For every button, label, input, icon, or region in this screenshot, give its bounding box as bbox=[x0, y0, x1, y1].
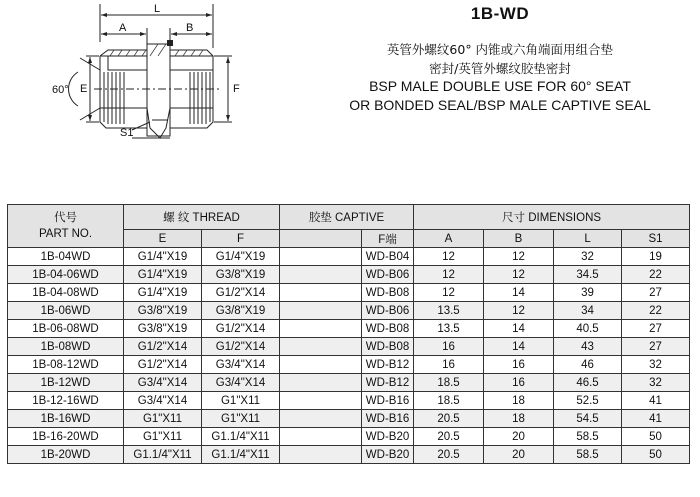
dim-l-cell: 46.5 bbox=[554, 374, 622, 392]
table-row bbox=[8, 428, 690, 446]
dim-A-label: A bbox=[119, 22, 127, 34]
dim-a-cell: 18.5 bbox=[414, 374, 484, 392]
thread-e-cell: G3/8"X19 bbox=[124, 302, 202, 320]
table-row bbox=[8, 248, 690, 266]
thread-f-cell: G1/4"X19 bbox=[202, 248, 280, 266]
thread-f-cell: G1"X11 bbox=[202, 392, 280, 410]
captive-f-end-cell: WD-B16 bbox=[362, 392, 414, 410]
spec-table bbox=[7, 204, 690, 464]
dim-s1-cell: 50 bbox=[622, 428, 690, 446]
captive-blank-cell bbox=[280, 374, 362, 392]
captive-f-end-cell: WD-B12 bbox=[362, 356, 414, 374]
table-row bbox=[8, 410, 690, 428]
dim-b-cell: 20 bbox=[484, 446, 554, 464]
product-title: 1B-WD bbox=[470, 4, 530, 23]
captive-blank-cell bbox=[280, 320, 362, 338]
dim-s1-cell: 27 bbox=[622, 338, 690, 356]
dim-s1-cell: 32 bbox=[622, 356, 690, 374]
part-no-header bbox=[8, 205, 124, 248]
part-no-cell: 1B-20WD bbox=[8, 446, 124, 464]
thread-e-cell: G1/4"X19 bbox=[124, 248, 202, 266]
captive-f-end-cell: WD-B08 bbox=[362, 338, 414, 356]
description-cn-line1: 英管外螺纹60° 内锥或六角端面用组合垫 bbox=[386, 42, 614, 57]
part-no-cell: 1B-08-12WD bbox=[8, 356, 124, 374]
thread-e-cell: G1/4"X19 bbox=[124, 266, 202, 284]
thread-e-cell: G3/8"X19 bbox=[124, 320, 202, 338]
captive-blank-cell bbox=[280, 248, 362, 266]
thread-e-cell: G1/4"X19 bbox=[124, 284, 202, 302]
dim-s1-cell: 50 bbox=[622, 446, 690, 464]
thread-f-cell: G3/8"X19 bbox=[202, 266, 280, 284]
dim-b-cell: 18 bbox=[484, 392, 554, 410]
dim-l-cell: 32 bbox=[554, 248, 622, 266]
table-row bbox=[8, 338, 690, 356]
dim-l-cell: 43 bbox=[554, 338, 622, 356]
dim-s1-cell: 19 bbox=[622, 248, 690, 266]
dim-s1-cell: 22 bbox=[622, 302, 690, 320]
dim-E-label: E bbox=[80, 83, 88, 95]
captive-blank-cell bbox=[280, 284, 362, 302]
dimensions-group-header: 尺寸 DIMENSIONS bbox=[414, 205, 690, 230]
part-no-cell: 1B-04WD bbox=[8, 248, 124, 266]
spec-table-body bbox=[8, 248, 690, 464]
dim-a-cell: 20.5 bbox=[414, 410, 484, 428]
dim-F-label: F bbox=[233, 83, 240, 95]
captive-f-end-cell: WD-B06 bbox=[362, 266, 414, 284]
dim-b-cell: 16 bbox=[484, 356, 554, 374]
dim-b-cell: 18 bbox=[484, 410, 554, 428]
dim-l-cell: 46 bbox=[554, 356, 622, 374]
col-header-F-end: F端 bbox=[362, 230, 414, 248]
part-no-header-en: PART NO. bbox=[38, 228, 93, 240]
captive-blank-cell bbox=[280, 428, 362, 446]
dim-b-cell: 12 bbox=[484, 302, 554, 320]
thread-f-cell: G3/8"X19 bbox=[202, 302, 280, 320]
thread-e-cell: G1/2"X14 bbox=[124, 356, 202, 374]
dim-l-cell: 39 bbox=[554, 284, 622, 302]
dim-a-cell: 12 bbox=[414, 284, 484, 302]
dim-b-cell: 16 bbox=[484, 374, 554, 392]
captive-blank-cell bbox=[280, 356, 362, 374]
captive-f-end-cell: WD-B04 bbox=[362, 248, 414, 266]
captive-blank-cell bbox=[280, 392, 362, 410]
part-no-cell: 1B-12WD bbox=[8, 374, 124, 392]
captive-blank-cell bbox=[280, 338, 362, 356]
table-row bbox=[8, 284, 690, 302]
dim-a-cell: 12 bbox=[414, 266, 484, 284]
dim-a-cell: 16 bbox=[414, 338, 484, 356]
part-no-cell: 1B-04-08WD bbox=[8, 284, 124, 302]
table-row bbox=[8, 302, 690, 320]
dim-a-cell: 20.5 bbox=[414, 446, 484, 464]
part-no-cell: 1B-06WD bbox=[8, 302, 124, 320]
part-no-cell: 1B-08WD bbox=[8, 338, 124, 356]
captive-blank-cell bbox=[280, 266, 362, 284]
thread-e-cell: G1"X11 bbox=[124, 428, 202, 446]
part-no-cell: 1B-12-16WD bbox=[8, 392, 124, 410]
thread-e-cell: G3/4"X14 bbox=[124, 392, 202, 410]
dim-b-cell: 14 bbox=[484, 320, 554, 338]
dim-a-cell: 12 bbox=[414, 248, 484, 266]
captive-f-end-cell: WD-B12 bbox=[362, 374, 414, 392]
captive-f-end-cell: WD-B20 bbox=[362, 428, 414, 446]
description-en-line1: BSP MALE DOUBLE USE FOR 60° SEAT bbox=[369, 78, 631, 94]
part-no-header-cn: 代号 bbox=[54, 212, 77, 224]
dim-b-cell: 20 bbox=[484, 428, 554, 446]
dim-l-cell: 54.5 bbox=[554, 410, 622, 428]
thread-f-cell: G1/2"X14 bbox=[202, 338, 280, 356]
dim-b-cell: 12 bbox=[484, 266, 554, 284]
captive-group-header: 胶垫 CAPTIVE bbox=[280, 205, 414, 230]
table-row bbox=[8, 266, 690, 284]
thread-f-cell: G1/2"X14 bbox=[202, 284, 280, 302]
dim-s1-cell: 27 bbox=[622, 284, 690, 302]
table-row bbox=[8, 392, 690, 410]
dim-s1-cell: 27 bbox=[622, 320, 690, 338]
captive-f-end-cell: WD-B08 bbox=[362, 320, 414, 338]
thread-f-cell: G1"X11 bbox=[202, 410, 280, 428]
dim-b-cell: 12 bbox=[484, 248, 554, 266]
part-no-cell: 1B-16-20WD bbox=[8, 428, 124, 446]
dim-l-cell: 52.5 bbox=[554, 392, 622, 410]
dim-angle-label: 60° bbox=[52, 84, 69, 96]
captive-blank-cell bbox=[280, 446, 362, 464]
table-row bbox=[8, 374, 690, 392]
thread-e-cell: G1.1/4"X11 bbox=[124, 446, 202, 464]
thread-e-cell: G3/4"X14 bbox=[124, 374, 202, 392]
col-header-A: A bbox=[414, 230, 484, 248]
table-row bbox=[8, 320, 690, 338]
col-header-blank bbox=[280, 230, 362, 248]
dim-l-cell: 34 bbox=[554, 302, 622, 320]
description-cn-line2: 密封/英管外螺纹胶垫密封 bbox=[429, 61, 571, 76]
dim-a-cell: 16 bbox=[414, 356, 484, 374]
fitting-drawing bbox=[0, 0, 290, 180]
table-row bbox=[8, 356, 690, 374]
col-header-B: B bbox=[484, 230, 554, 248]
part-no-cell: 1B-16WD bbox=[8, 410, 124, 428]
dim-a-cell: 18.5 bbox=[414, 392, 484, 410]
thread-e-cell: G1/2"X14 bbox=[124, 338, 202, 356]
thread-group-header: 螺 纹 THREAD bbox=[124, 205, 280, 230]
thread-f-cell: G1.1/4"X11 bbox=[202, 428, 280, 446]
col-header-F: F bbox=[202, 230, 280, 248]
description-en-line2: OR BONDED SEAL/BSP MALE CAPTIVE SEAL bbox=[349, 97, 651, 113]
dim-a-cell: 20.5 bbox=[414, 428, 484, 446]
captive-blank-cell bbox=[280, 410, 362, 428]
dim-L-label: L bbox=[154, 3, 161, 15]
part-no-cell: 1B-06-08WD bbox=[8, 320, 124, 338]
dim-s1-cell: 32 bbox=[622, 374, 690, 392]
captive-f-end-cell: WD-B16 bbox=[362, 410, 414, 428]
dim-B-label: B bbox=[186, 22, 194, 34]
col-header-S1: S1 bbox=[622, 230, 690, 248]
thread-f-cell: G3/4"X14 bbox=[202, 356, 280, 374]
dim-l-cell: 58.5 bbox=[554, 428, 622, 446]
thread-e-cell: G1"X11 bbox=[124, 410, 202, 428]
col-header-L: L bbox=[554, 230, 622, 248]
dim-s1-cell: 41 bbox=[622, 410, 690, 428]
col-header-E: E bbox=[124, 230, 202, 248]
captive-f-end-cell: WD-B06 bbox=[362, 302, 414, 320]
thread-f-cell: G1.1/4"X11 bbox=[202, 446, 280, 464]
dim-l-cell: 34.5 bbox=[554, 266, 622, 284]
dim-a-cell: 13.5 bbox=[414, 320, 484, 338]
dim-l-cell: 58.5 bbox=[554, 446, 622, 464]
dim-b-cell: 14 bbox=[484, 284, 554, 302]
thread-f-cell: G3/4"X14 bbox=[202, 374, 280, 392]
dim-s1-cell: 22 bbox=[622, 266, 690, 284]
dim-s1-cell: 41 bbox=[622, 392, 690, 410]
captive-f-end-cell: WD-B20 bbox=[362, 446, 414, 464]
table-row bbox=[8, 446, 690, 464]
captive-blank-cell bbox=[280, 302, 362, 320]
dim-b-cell: 14 bbox=[484, 338, 554, 356]
dim-S1-label: S1 bbox=[120, 127, 134, 139]
dim-a-cell: 13.5 bbox=[414, 302, 484, 320]
captive-f-end-cell: WD-B08 bbox=[362, 284, 414, 302]
dim-l-cell: 40.5 bbox=[554, 320, 622, 338]
thread-f-cell: G1/2"X14 bbox=[202, 320, 280, 338]
part-no-cell: 1B-04-06WD bbox=[8, 266, 124, 284]
